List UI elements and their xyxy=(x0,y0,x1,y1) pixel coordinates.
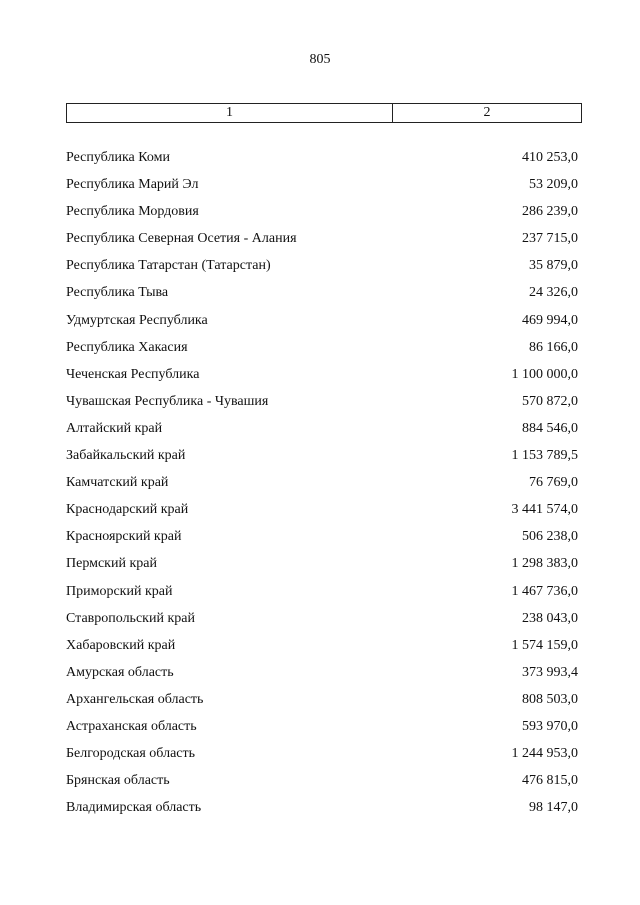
table-row xyxy=(66,717,578,744)
region-name: Архангельская область xyxy=(66,691,204,707)
region-amount: 506 238,0 xyxy=(522,529,578,545)
region-amount: 410 253,0 xyxy=(522,150,578,165)
table-row xyxy=(66,419,578,446)
table-row xyxy=(66,554,578,581)
table-row xyxy=(66,229,578,256)
region-name: Приморский край xyxy=(66,583,173,599)
region-amount: 570 872,0 xyxy=(522,393,578,409)
region-name: Хабаровский край xyxy=(66,637,176,653)
table-row xyxy=(66,609,578,636)
region-amount: 1 244 953,0 xyxy=(511,746,578,762)
table-row xyxy=(66,473,578,500)
region-table-body xyxy=(66,148,578,825)
table-row xyxy=(66,636,578,663)
table-row xyxy=(66,283,578,310)
column-header-1: 1 xyxy=(67,104,393,122)
table-row xyxy=(66,446,578,473)
region-name: Республика Хакасия xyxy=(66,339,188,355)
region-name: Республика Мордовия xyxy=(66,204,199,220)
region-amount: 238 043,0 xyxy=(522,610,578,626)
region-amount: 476 815,0 xyxy=(522,773,578,789)
column-header-table xyxy=(66,103,582,123)
region-amount: 53 209,0 xyxy=(529,177,578,193)
region-name: Владимирская область xyxy=(66,800,202,816)
region-amount: 3 441 574,0 xyxy=(511,502,578,518)
region-amount: 86 166,0 xyxy=(529,339,578,355)
table-row xyxy=(66,256,578,283)
region-name: Амурская область xyxy=(66,664,174,680)
region-name: Республика Тыва xyxy=(66,285,169,301)
table-row xyxy=(66,527,578,554)
region-name: Брянская область xyxy=(66,773,170,789)
table-row xyxy=(66,202,578,229)
table-row xyxy=(66,744,578,771)
region-amount: 35 879,0 xyxy=(529,258,578,274)
table-row xyxy=(66,175,578,202)
column-header-2: 2 xyxy=(483,105,491,120)
region-amount: 373 993,4 xyxy=(522,664,578,680)
table-row xyxy=(66,148,578,175)
region-name: Республика Коми xyxy=(66,150,170,165)
table-row xyxy=(66,663,578,690)
region-amount: 1 574 159,0 xyxy=(511,637,578,653)
region-name: Пермский край xyxy=(66,556,157,572)
region-amount: 1 298 383,0 xyxy=(511,556,578,572)
page-number: 805 xyxy=(309,52,331,67)
table-row xyxy=(66,365,578,392)
region-amount: 98 147,0 xyxy=(529,800,578,816)
region-name: Республика Марий Эл xyxy=(66,177,199,193)
region-amount: 593 970,0 xyxy=(522,718,578,734)
table-row xyxy=(66,798,578,825)
region-amount: 286 239,0 xyxy=(522,204,578,220)
table-row xyxy=(66,392,578,419)
region-amount: 469 994,0 xyxy=(522,312,578,328)
region-amount: 884 546,0 xyxy=(522,420,578,436)
region-amount: 237 715,0 xyxy=(522,231,578,247)
table-row xyxy=(66,690,578,717)
table-row xyxy=(66,311,578,338)
region-name: Забайкальский край xyxy=(66,448,186,464)
table-row xyxy=(66,500,578,527)
region-name: Ставропольский край xyxy=(66,610,195,626)
region-amount: 1 153 789,5 xyxy=(511,448,578,464)
region-amount: 808 503,0 xyxy=(522,691,578,707)
region-amount: 1 467 736,0 xyxy=(511,583,578,599)
table-row xyxy=(66,771,578,798)
table-row xyxy=(66,338,578,365)
region-name: Белгородская область xyxy=(66,746,196,762)
region-name: Республика Татарстан (Татарстан) xyxy=(66,258,271,274)
region-amount: 76 769,0 xyxy=(529,475,578,491)
region-name: Чувашская Республика - Чувашия xyxy=(66,393,269,409)
table-row xyxy=(66,582,578,609)
region-name: Астраханская область xyxy=(66,718,197,734)
region-amount: 1 100 000,0 xyxy=(511,366,578,382)
region-name: Краснодарский край xyxy=(66,502,189,518)
region-name: Удмуртская Республика xyxy=(66,312,208,328)
region-amount: 24 326,0 xyxy=(529,285,578,301)
region-name: Чеченская Республика xyxy=(66,366,200,382)
region-name: Красноярский край xyxy=(66,529,182,545)
region-name: Камчатский край xyxy=(66,475,169,491)
region-name: Алтайский край xyxy=(66,420,163,436)
region-name: Республика Северная Осетия - Алания xyxy=(66,231,297,247)
